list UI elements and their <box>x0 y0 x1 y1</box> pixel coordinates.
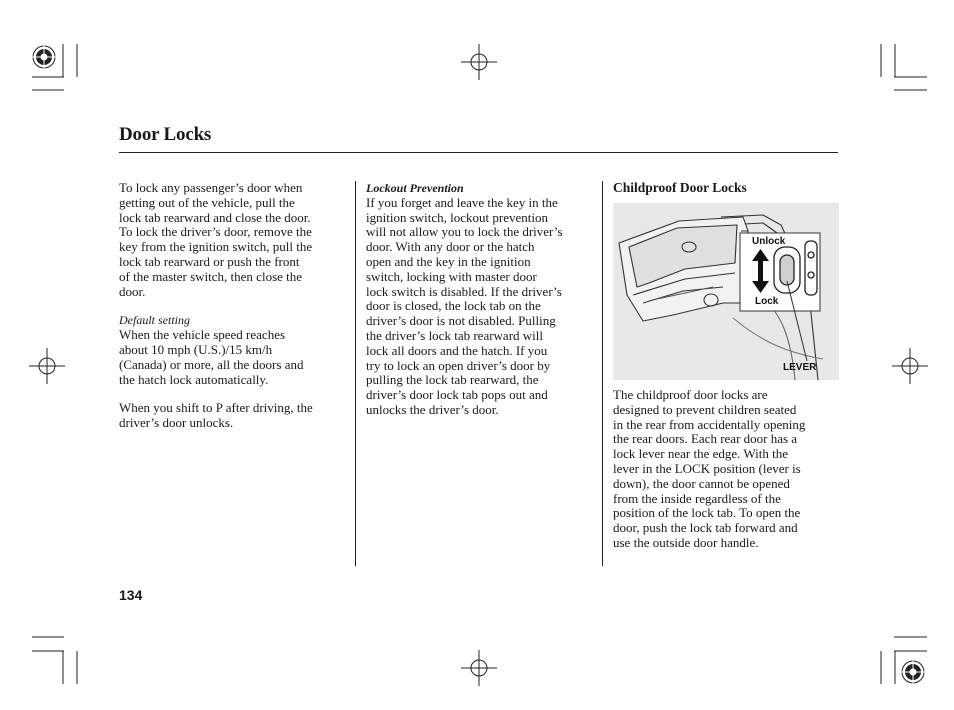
lockout-prevention-heading: Lockout Prevention <box>366 181 464 195</box>
page-number: 134 <box>119 587 143 603</box>
childproof-locks-heading: Childproof Door Locks <box>613 180 747 195</box>
column-divider-1 <box>355 181 356 566</box>
lever-label: LEVER <box>783 362 817 373</box>
rear-door-drawing <box>613 203 839 380</box>
paragraph-auto-unlock: When you shift to P after driving, the driver’s door unlocks. <box>119 400 313 431</box>
column-3 <box>613 181 843 196</box>
paragraph-lockout-prevention: If you forget and leave the key in the ignition switch, lockout prevention will not allow you to lock the driver’s door. With any door or the hatch open and the key in the ignition switch, locking with master door lock switch is disabled. If the driver’s door is closed, the lock tab on the driver’s door is not disabled. Pulling the driver’s lock tab rearward will lock all doors and the hatch. If you try to lock an open driver’s door by pulling the lock tab rearward, the driver’s door lock tab pops out and unlocks the driver’s door. <box>366 194 563 417</box>
lock-label: Lock <box>755 296 779 307</box>
paragraph-auto-lock: When the vehicle speed reaches about 10 mph (U.S.)/15 km/h (Canada) or more, all the doors and the hatch lock automatically. <box>119 327 304 387</box>
column-divider-2 <box>602 181 603 566</box>
paragraph-childproof-locks: The childproof door locks are designed to prevent children seated in the rear from accidentally opening the rear doors. Each rear door has a lock lever near the edge. With the lever in the LOCK position (lever is down), the door cannot be opened from the inside regardless of the position of the lock tab. To open the door, push the lock tab forward and use the outside door handle. <box>613 387 806 550</box>
childproof-lock-illustration <box>613 203 839 380</box>
column-1 <box>119 181 351 431</box>
default-setting-heading: Default setting <box>119 313 190 328</box>
paragraph-lock-passenger-door: To lock any passenger’s door when getting out of the vehicle, pull the lock tab rearward and close the door. To lock the driver’s door, remove the key from the ignition switch, pull the lock tab rearward or push the front of the master switch, then close the door. <box>119 180 313 299</box>
column-2 <box>366 181 598 418</box>
column-3-body <box>613 388 843 551</box>
unlock-label: Unlock <box>752 236 786 247</box>
title-rule <box>119 152 838 153</box>
page-title: Door Locks <box>119 124 212 145</box>
